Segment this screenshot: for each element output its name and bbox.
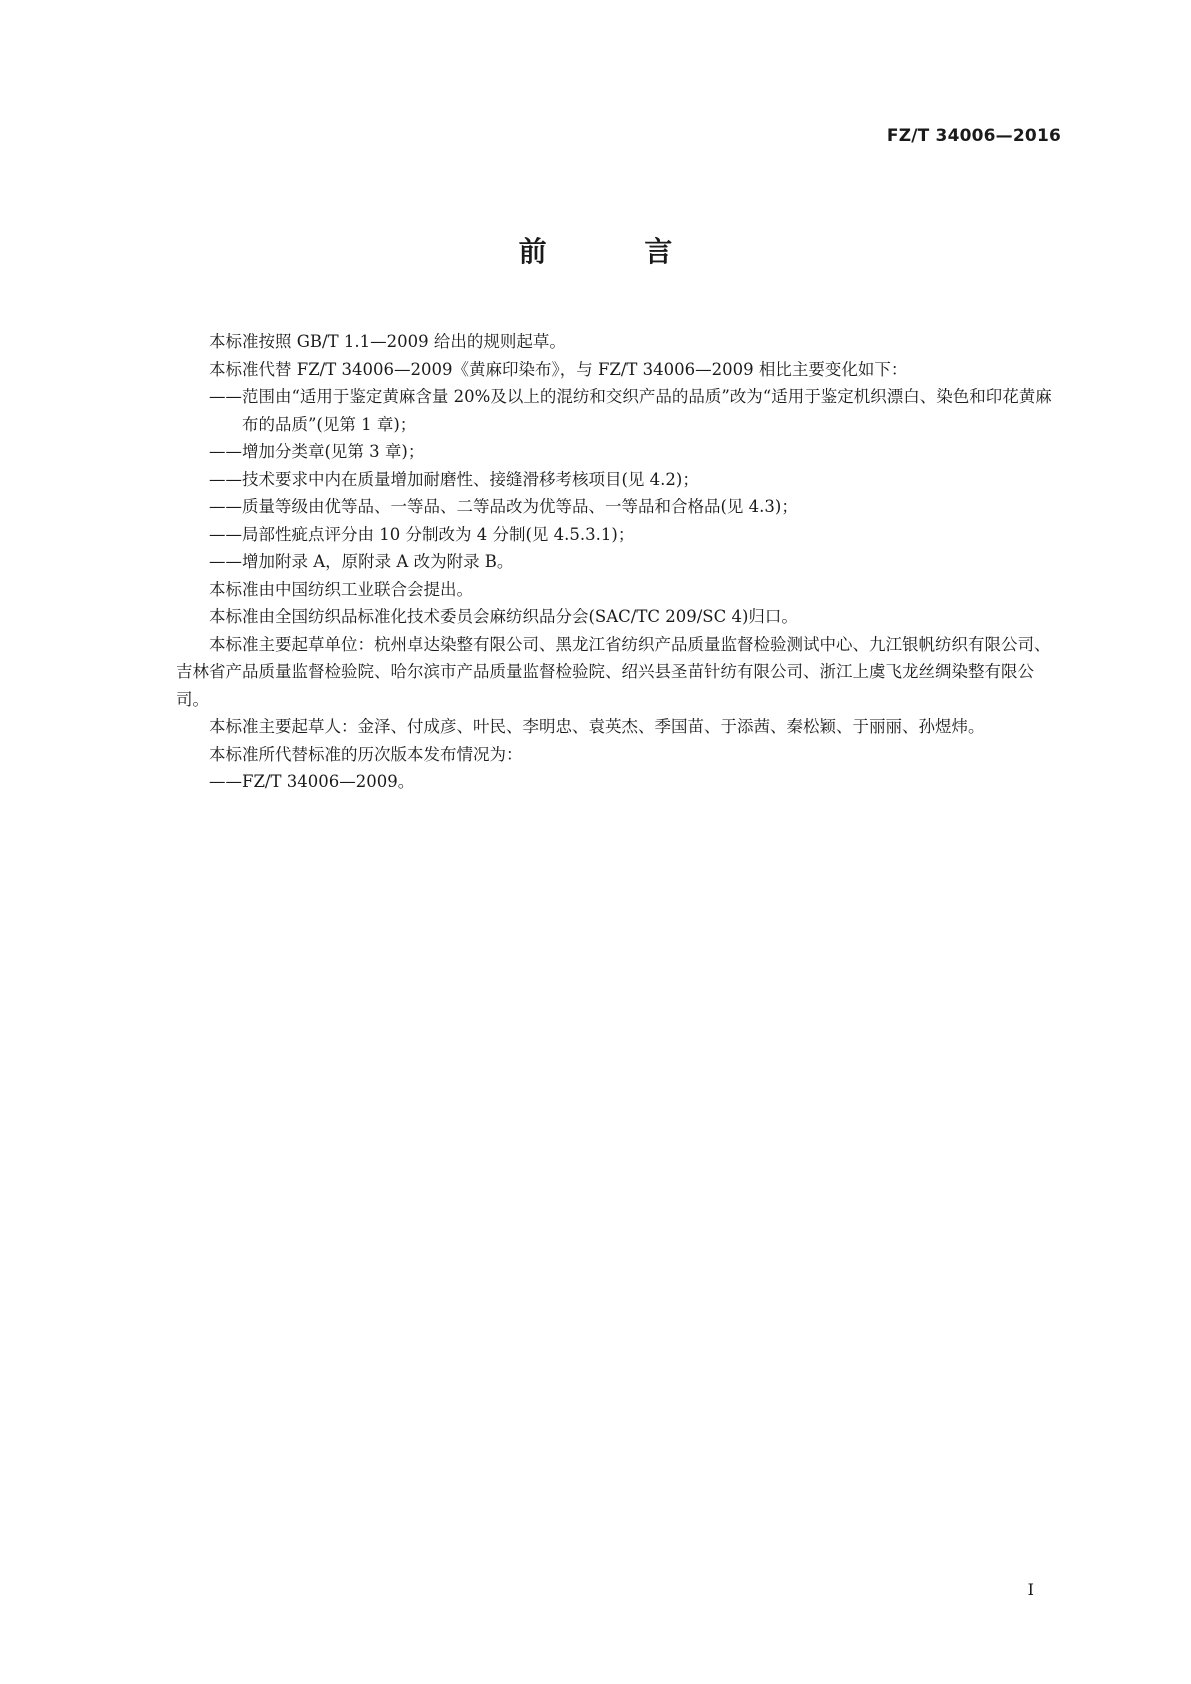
change-item-defect-scoring: ——局部性疵点评分由 10 分制改为 4 分制(见 4.5.3.1)； <box>209 524 635 544</box>
paragraph-drafters: 本标准主要起草人：金泽、付成彦、叶民、李明忠、袁英杰、季国苗、于添茜、秦松颖、于丽丽、孙煜炜。 <box>209 717 985 736</box>
change-item-classification: ——增加分类章(见第 3 章)； <box>209 442 425 461</box>
history-item: ——FZ/T 34006—2009。 <box>209 772 415 791</box>
foreword-body <box>176 328 1054 796</box>
paragraph-history: 本标准所代替标准的历次版本发布情况为： <box>209 744 523 764</box>
paragraph-drafting-rules: 本标准按照 GB/T 1.1—2009 给出的规则起草。 <box>209 332 566 351</box>
change-item-quality-grades: ——质量等级由优等品、一等品、二等品改为优等品、一等品和合格品(见 4.3)； <box>209 497 798 516</box>
paragraph-drafting-units: 本标准主要起草单位：杭州卓达染整有限公司、黑龙江省纺织产品质量监督检验测试中心、九江银帆纺织有限公司、吉林省产品质量监督检验院、哈尔滨市产品质量监督检验院、绍兴县圣苗针纺有限公司、浙江上虞飞龙丝绸染整有限公司。 <box>176 634 1051 709</box>
paragraph-proposer: 本标准由中国纺织工业联合会提出。 <box>209 579 473 599</box>
change-item-technical-requirements: ——技术要求中内在质量增加耐磨性、接缝滑移考核项目(见 4.2)； <box>209 469 699 489</box>
page-number: I <box>1027 1580 1034 1599</box>
paragraph-committee: 本标准由全国纺织品标准化技术委员会麻纺织品分会(SAC/TC 209/SC 4)归口。 <box>209 607 798 626</box>
paragraph-replaces: 本标准代替 FZ/T 34006—2009《黄麻印染布》，与 FZ/T 34006—2009 相比主要变化如下： <box>209 359 908 379</box>
change-item-scope: ——范围由“适用于鉴定黄麻含量 20%及以上的混纺和交织产品的品质”改为“适用于鉴定机织漂白、染色和印花黄麻布的品质”(见第 1 章)； <box>209 387 1052 434</box>
standard-code: FZ/T 34006—2016 <box>886 126 1061 146</box>
page-title: 前 言 <box>518 235 717 268</box>
change-item-annex: ——增加附录 A，原附录 A 改为附录 B。 <box>209 552 514 571</box>
